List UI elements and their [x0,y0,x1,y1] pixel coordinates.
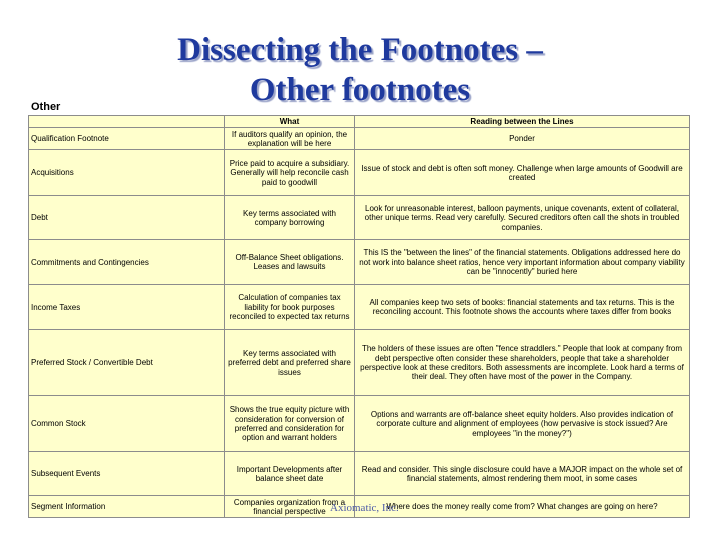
slide-title-line-2: Other footnotes [249,72,471,108]
table-row [29,396,690,452]
table-row [29,196,690,240]
row-reading: The holders of these issues are often "fence straddlers." People that look at company from debt perspective often consider these shareholders, people that take a shareholder perspective look at these creditors. Both assessments are incomplete. Look hard a terms of their deal. They often have most of the power in the Company. [355,330,690,396]
header-blank [29,116,225,128]
row-what: Calculation of companies tax liability for book purposes reconciled to expected tax returns [225,285,355,330]
row-what: Price paid to acquire a subsidiary. Generally will help reconcile cash paid to goodwill [225,150,355,196]
row-name: Preferred Stock / Convertible Debt [29,330,225,396]
row-name: Debt [29,196,225,240]
row-what: Important Developments after balance sheet date [225,452,355,496]
row-what: Shows the true equity picture with consideration for conversion of preferred and consideration for option and warrant holders [225,396,355,452]
table-row [29,128,690,150]
row-what: Companies organization from a financial perspective [225,496,355,518]
row-name: Segment Information [29,496,225,518]
row-reading: Where does the money really come from? What changes are going on here? [355,496,690,518]
table-row [29,285,690,330]
row-reading: This IS the "between the lines" of the financial statements. Obligations addressed here do not work into balance sheet ratios, hence very important information about company viability can be "innocently" buried here [355,240,690,285]
row-reading: Read and consider. This single disclosure could have a MAJOR impact on the whole set of financial statements, almost rendering them moot, in some cases [355,452,690,496]
row-reading: Issue of stock and debt is often soft money. Challenge when large amounts of Goodwill are created [355,150,690,196]
table-row [29,240,690,285]
row-reading: Options and warrants are off-balance sheet equity holders. Also provides indication of corporate culture and alignment of employees (how pervasive is stock issued? Are employees "in the money?") [355,396,690,452]
row-name: Income Taxes [29,285,225,330]
row-what: If auditors qualify an opinion, the explanation will be here [225,128,355,150]
row-name: Common Stock [29,396,225,452]
table-row [29,330,690,396]
row-name: Commitments and Contingencies [29,240,225,285]
row-what: Off-Balance Sheet obligations. Leases and lawsuits [225,240,355,285]
footnotes-table [28,115,690,518]
slide-title [0,30,720,110]
row-name: Qualification Footnote [29,128,225,150]
row-what: Key terms associated with preferred debt and preferred share issues [225,330,355,396]
header-what: What [225,116,355,128]
header-reading: Reading between the Lines [355,116,690,128]
row-name: Subsequent Events [29,452,225,496]
row-what: Key terms associated with company borrowing [225,196,355,240]
row-reading: All companies keep two sets of books: financial statements and tax returns. This is the reconciling account. This footnote shows the accounts where taxes differ from books [355,285,690,330]
table-row [29,452,690,496]
row-reading: Look for unreasonable interest, balloon payments, unique covenants, extent of collateral, other unique terms. Read very carefully. Secured creditors often call the shots in troubled companies. [355,196,690,240]
slide-title-line-1: Dissecting the Footnotes – [177,32,543,68]
footer-company: Axiomatic, Inc. [330,502,399,514]
row-name: Acquisitions [29,150,225,196]
table-header-row [29,116,690,128]
section-label: Other [31,101,61,113]
row-reading: Ponder [355,128,690,150]
table-row [29,150,690,196]
